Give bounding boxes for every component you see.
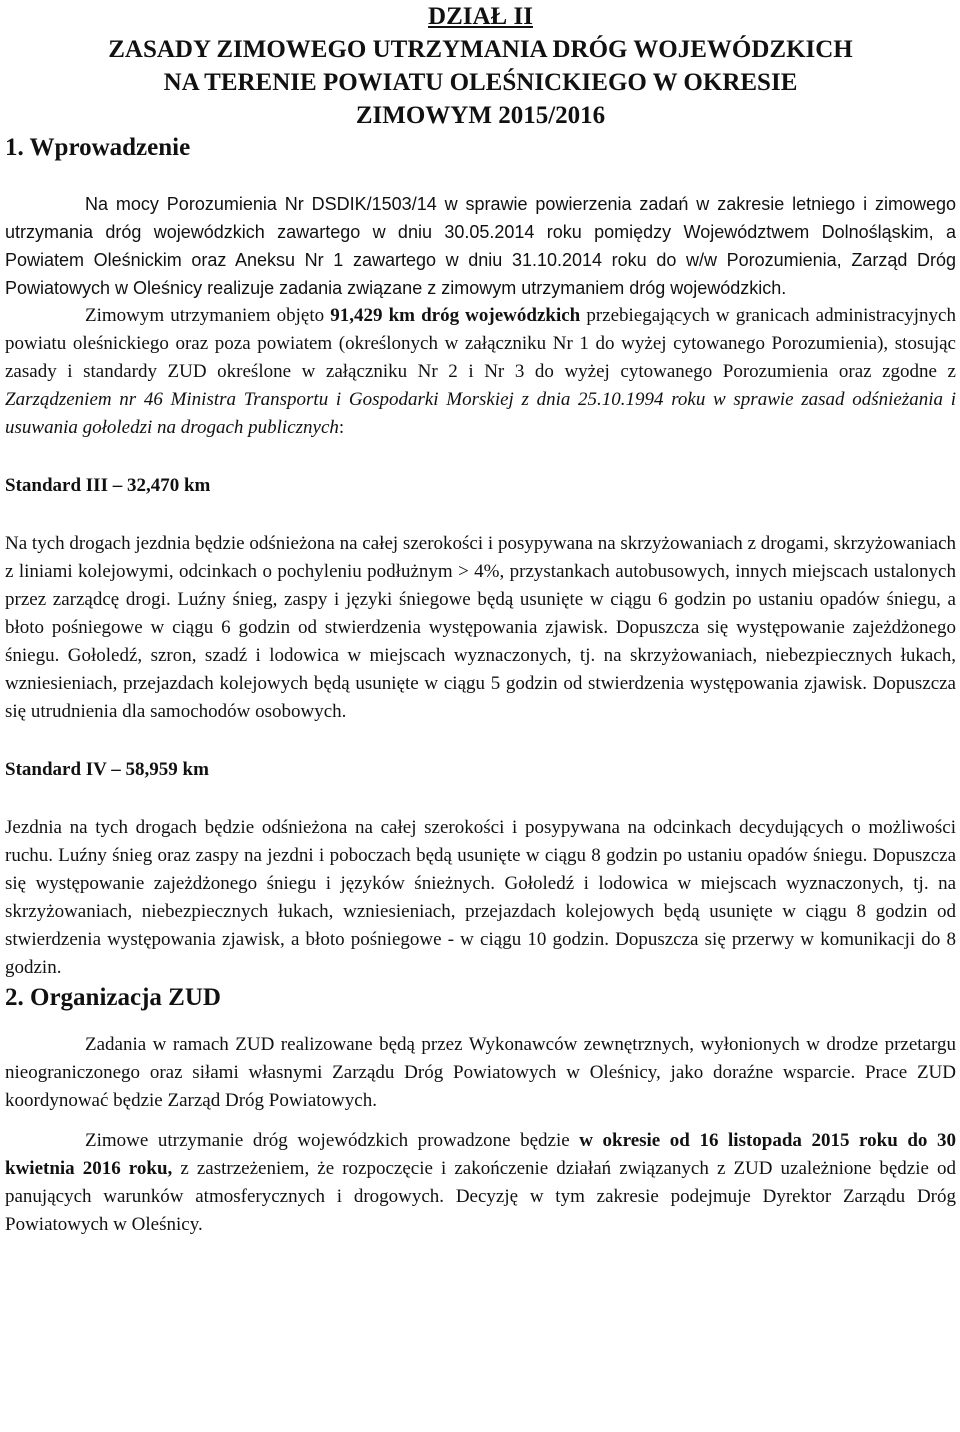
standard-4-heading: Standard IV – 58,959 km <box>5 759 209 780</box>
org-p2-text-end: z zastrzeżeniem, że rozpoczęcie i zakończenie działań związanych z ZUD uzależnione będzie od panujących warunków atmosferycznych i drogowych. Decyzję w tym zakresie podejmuje Dyrektor Zarządu Dróg Powiatowych w Oleśnicy. <box>5 1158 956 1235</box>
intro-p2-regulation: Zarządzeniem nr 46 Ministra Transportu i Gospodarki Morskiej z dnia 25.10.1994 roku w sprawie zasad odśnieżania i usuwania gołoledzi na drogach publicznych <box>5 389 956 438</box>
org-p2-period: w okresie od 16 listopada 2015 roku do 30 kwietnia 2016 roku, <box>5 1130 956 1179</box>
org-p2-text-start: Zimowe utrzymanie dróg wojewódzkich prowadzone będzie <box>85 1130 580 1151</box>
intro-paragraph-1: Na mocy Porozumienia Nr DSDIK/1503/14 w sprawie powierzenia zadań w zakresie letniego i zimowego utrzymania dróg wojewódzkich zawartego w dniu 30.05.2014 roku pomiędzy Województwem Dolnośląskim, a Powiatem Oleśnickim oraz Aneksu Nr 1 zawartego w dniu 31.10.2014 roku do w/w Porozumienia, Zarząd Dróg Powiatowych w Oleśnicy realizuje zadania związane z zimowym utrzymaniem dróg wojewódzkich. <box>5 194 956 298</box>
standard-3-heading: Standard III – 32,470 km <box>5 475 211 496</box>
standard-4-text: Jezdnia na tych drogach będzie odśnieżona na całej szerokości i posypywana na odcinkach decydujących o możliwości ruchu. Luźny śnieg oraz zaspy na jezdni i poboczach będą usunięte w ciągu 8 godzin po ustaniu opadów śniegu. Dopuszcza się występowanie zajeżdżonego śniegu i języków śnieżnych. Gołoledź i lodowica w miejscach wyznaczonych, tj. na skrzyżowaniach, niebezpiecznych łukach, wzniesieniach, przejazdach kolejowych będą usunięte w ciągu 8 godzin od stwierdzenia występowania zjawisk, a błoto pośniegowe - w ciągu 10 godzin. Dopuszcza się przerwy w komunikacji do 8 godzin. <box>5 817 956 978</box>
title-line-2: NA TERENIE POWIATU OLEŚNICKIEGO W OKRESIE <box>163 69 798 96</box>
organization-heading: 2. Organizacja ZUD <box>5 984 221 1011</box>
intro-p2-roads-length: 91,429 km dróg wojewódzkich <box>330 305 581 326</box>
title-line-1: ZASADY ZIMOWEGO UTRZYMANIA DRÓG WOJEWÓDZKICH <box>108 36 853 63</box>
intro-p2-text-middle: przebiegających w granicach administracyjnych powiatu oleśnickiego oraz poza powiatem (określonych w załączniku Nr 1 do wyżej cytowanego Porozumienia), stosując zasady i standardy ZUD określone w załączniku Nr 2 i Nr 3 do wyżej cytowanego Porozumienia oraz zgodne z <box>5 305 956 382</box>
document-title-block <box>5 0 956 132</box>
organization-paragraph-2 <box>5 1127 956 1239</box>
intro-paragraph-2 <box>5 302 956 442</box>
organization-paragraph-1: Zadania w ramach ZUD realizowane będą przez Wykonawców zewnętrznych, wyłonionych w drodze przetargu nieograniczonego oraz siłami własnymi Zarządu Dróg Powiatowych w Oleśnicy, jako doraźne wsparcie. Prace ZUD koordynować będzie Zarząd Dróg Powiatowych. <box>5 1034 956 1111</box>
section-label: DZIAŁ II <box>428 3 533 30</box>
title-line-3: ZIMOWYM 2015/2016 <box>355 102 606 129</box>
intro-p2-text-start: Zimowym utrzymaniem objęto <box>85 305 331 326</box>
standard-3-text: Na tych drogach jezdnia będzie odśnieżona na całej szerokości i posypywana na skrzyżowaniach z drogami, skrzyżowaniach z liniami kolejowymi, odcinkach o pochyleniu podłużnym > 4%, przystankach autobusowych, innych miejscach ustalonych przez zarządcę drogi. Luźny śnieg, zaspy i języki śniegowe będą usunięte w ciągu 6 godzin po ustaniu opadów śniegu, a błoto pośniegowe w ciągu 6 godzin od stwierdzenia występowania zjawisk. Dopuszcza się występowanie zajeżdżonego śniegu. Gołoledź, szron, szadź i lodowica w miejscach wyznaczonych, tj. na skrzyżowaniach, niebezpiecznych łukach, wzniesieniach, przejazdach kolejowych będą usunięte w ciągu 5 godzin od stwierdzenia występowania zjawisk. Dopuszcza się utrudnienia dla samochodów osobowych. <box>5 533 956 722</box>
intro-heading: 1. Wprowadzenie <box>5 134 191 161</box>
intro-p2-text-end: : <box>338 417 345 438</box>
